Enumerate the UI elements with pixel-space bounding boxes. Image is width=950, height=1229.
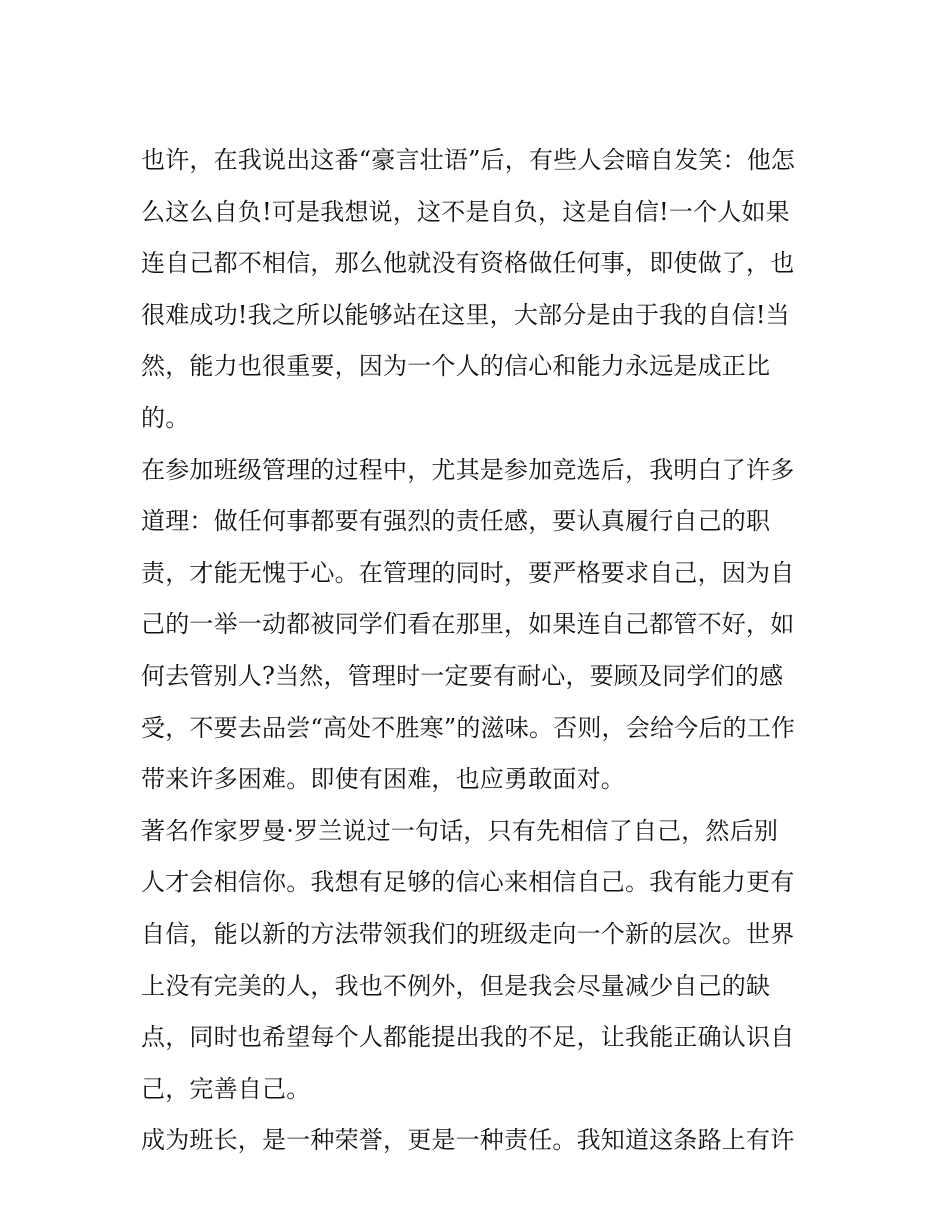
text-line: 著名作家罗曼·罗兰说过一句话，只有先相信了自己，然后别: [141, 816, 779, 845]
text-line: 人才会相信你。我想有足够的信心来相信自己。我有能力更有: [141, 868, 795, 897]
text-line: 然，能力也很重要，因为一个人的信心和能力永远是成正比: [141, 352, 771, 381]
text-line: 己的一举一动都被同学们看在那里，如果连自己都管不好，如: [141, 610, 795, 639]
text-line: 很难成功!我之所以能够站在这里，大部分是由于我的自信!当: [141, 300, 790, 329]
text-line: 何去管别人?当然，管理时一定要有耐心，要顾及同学们的感: [141, 661, 784, 690]
text-line: 连自己都不相信，那么他就没有资格做任何事，即使做了，也: [141, 249, 795, 278]
text-line: 的。: [141, 403, 190, 432]
text-line: 也许，在我说出这番“豪言壮语”后，有些人会暗自发笑：他怎: [141, 146, 796, 174]
text-line: 成为班长，是一种荣誉，更是一种责任。我知道这条路上有许: [141, 1126, 795, 1155]
text-line: 在参加班级管理的过程中，尤其是参加竞选后，我明白了许多: [141, 455, 795, 484]
text-line: 受，不要去品尝“高处不胜寒”的滋味。否则，会给今后的工作: [141, 713, 796, 742]
text-line: 上没有完美的人，我也不例外，但是我会尽量减少自己的缺: [141, 971, 771, 1000]
text-line: 么这么自负!可是我想说，这不是自负，这是自信!一个人如果: [141, 197, 790, 226]
text-line: 带来许多困难。即使有困难，也应勇敢面对。: [141, 765, 625, 794]
text-line: 己，完善自己。: [141, 1074, 311, 1103]
text-line: 责，才能无愧于心。在管理的同时，要严格要求自己，因为自: [141, 558, 795, 587]
text-line: 道理：做任何事都要有强烈的责任感，要认真履行自己的职: [141, 507, 771, 536]
text-line: 自信，能以新的方法带领我们的班级走向一个新的层次。世界: [141, 919, 795, 948]
body-text: [141, 135, 813, 1167]
text-line: 点，同时也希望每个人都能提出我的不足，让我能正确认识自: [141, 1023, 795, 1052]
